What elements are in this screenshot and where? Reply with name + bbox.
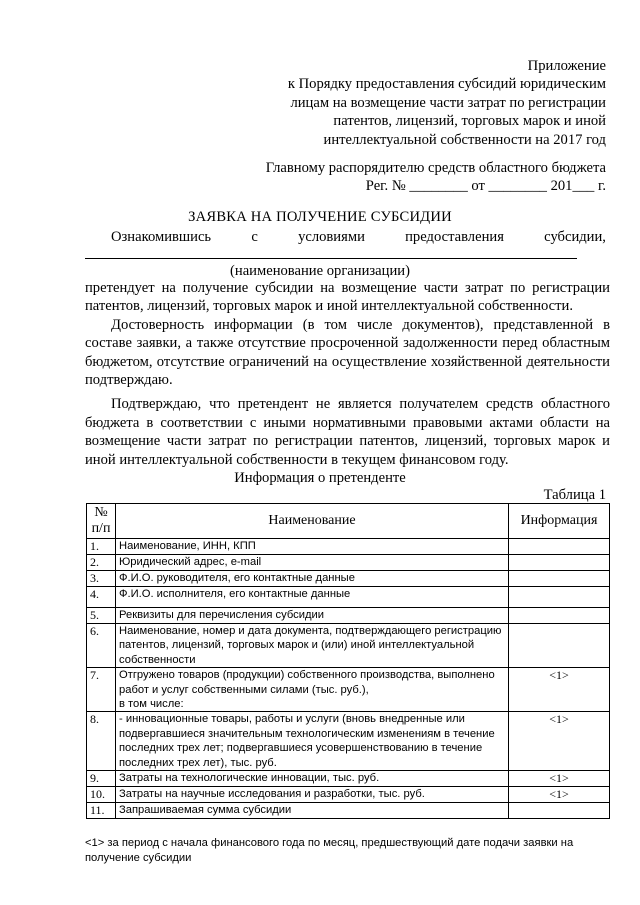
row-info[interactable] [509,539,610,555]
intro-word: Ознакомившись [111,229,212,245]
table-row [87,771,610,787]
row-number: 10. [87,787,116,803]
row-name: Наименование, ИНН, КПП [116,539,509,555]
document-title: ЗАЯВКА НА ПОЛУЧЕНИЕ СУБСИДИИ [188,209,452,225]
row-name: Затраты на технологические инновации, тыс. руб. [116,771,509,787]
table-row [87,587,610,608]
table-row [87,571,610,587]
row-name: Запрашиваемая сумма субсидии [116,803,509,819]
row-name: Реквизиты для перечисления субсидии [116,608,509,624]
row-info[interactable] [509,571,610,587]
row-name: Наименование, номер и дата документа, подтверждающего регистрацию патентов, лицензий, торговых марок и (или) иной интеллектуальной собственности [116,624,509,668]
intro-word: предоставления [405,229,504,245]
recipient-block [266,159,606,196]
row-info[interactable] [509,587,610,608]
header-name: Наименование [116,504,509,539]
row-name: Ф.И.О. руководителя, его контактные данные [116,571,509,587]
row-info[interactable] [509,624,610,668]
intro-word: условиями [298,229,365,245]
appendix-line: к Порядку предоставления субсидий юридическим [287,76,606,93]
appendix-line: лицам на возмещение части затрат по регистрации [290,94,606,111]
appendix-line: патентов, лицензий, торговых марок и иной [333,113,606,130]
table-row [87,787,610,803]
table-row [87,624,610,668]
row-info[interactable] [509,803,610,819]
row-info[interactable]: <1> [509,771,610,787]
row-number: 4. [87,587,116,608]
organization-name-line [85,258,577,259]
row-info[interactable]: <1> [509,668,610,712]
row-name: Затраты на научные исследования и разработки, тыс. руб. [116,787,509,803]
table-row [87,608,610,624]
row-info[interactable]: <1> [509,787,610,803]
row-number: 1. [87,539,116,555]
row-number: 7. [87,668,116,712]
row-number: 11. [87,803,116,819]
row-info[interactable]: <1> [509,712,610,771]
row-number: 8. [87,712,116,771]
appendix-header [288,57,606,149]
paragraph-reliability: Достоверность информации (в том числе документов), представленной в составе заявки, а также отсутствие просроченной задолженности перед областным бюджетом, отсутствие ограничений на осуществление хозяйственной деятельности подтверждаю. [85,316,610,389]
row-number: 5. [87,608,116,624]
table-label: Таблица 1 [543,487,606,503]
appendix-line: Приложение [527,58,606,74]
intro-line [111,229,606,246]
table-row [87,712,610,771]
applicant-info-table [86,503,610,819]
footnote: <1> за период с начала финансового года по месяц, предшествующий дате подачи заявки на получение субсидии [85,837,574,864]
header-info: Информация [509,504,610,539]
row-number: 2. [87,555,116,571]
body-text [85,279,610,469]
organization-caption: (наименование организации) [230,263,410,279]
row-name: Отгружено товаров (продукции) собственного производства, выполнено работ и услуг собственными силами (тыс. руб.), в том числе: [116,668,509,712]
row-name: - инновационные товары, работы и услуги (вновь внедренные или подвергавшиеся значительным технологическим изменениям в течение последних трех лет; подвергавшиеся усовершенствованию в течение последних трех лет), тыс. руб. [116,712,509,771]
table-row [87,668,610,712]
recipient-line: Главному распорядителю средств областного бюджета [265,160,606,176]
table-row [87,555,610,571]
paragraph-confirmation: Подтверждаю, что претендент не является получателем средств областного бюджета в соответствии с иными нормативными правовыми актами области на возмещение части затрат по регистрации патентов, лицензий, торговых марок и иной интеллектуальной собственности в текущем финансовом году. [85,396,610,468]
paragraph-claim: претендует на получение субсидии на возмещение части затрат по регистрации патентов, лицензий, торговых марок и иной интеллектуальной собственности. [85,280,610,315]
appendix-line: интеллектуальной собственности на 2017 год [323,131,606,148]
registration-line: Рег. № ________ от ________ 201___ г. [365,178,606,195]
table-row [87,803,610,819]
row-info[interactable] [509,555,610,571]
intro-word: с [251,229,258,245]
row-name: Юридический адрес, e-mail [116,555,509,571]
row-name: Ф.И.О. исполнителя, его контактные данные [116,587,509,608]
intro-word: субсидии, [544,229,606,245]
info-title: Информация о претенденте [234,470,406,486]
row-number: 9. [87,771,116,787]
row-info[interactable] [509,608,610,624]
table-row [87,539,610,555]
row-number: 6. [87,624,116,668]
header-number: № п/п [87,504,116,539]
row-number: 3. [87,571,116,587]
